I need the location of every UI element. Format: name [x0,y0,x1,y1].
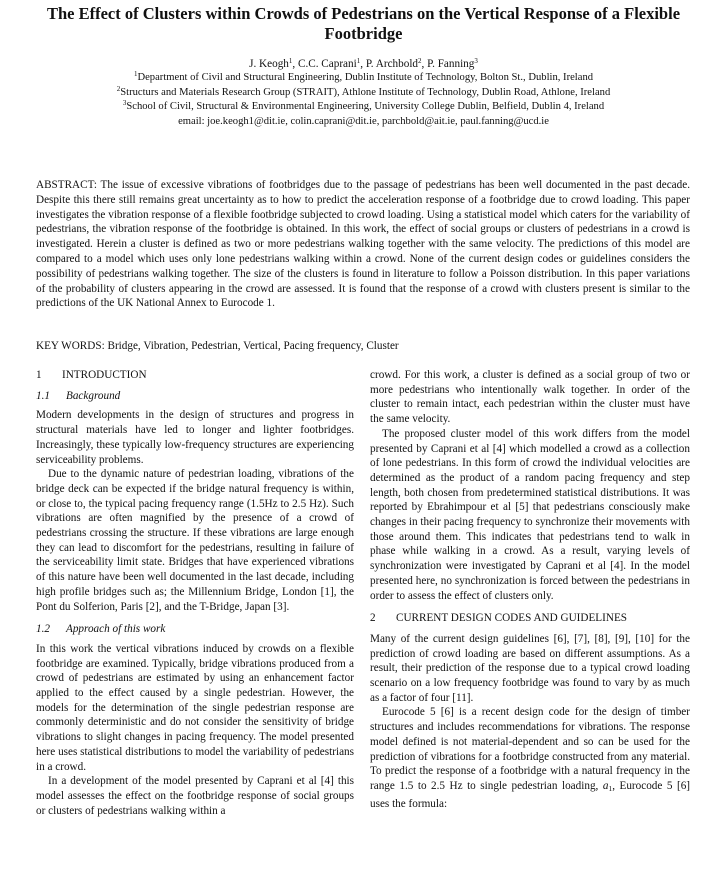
paragraph: In this work the vertical vibrations induced by crowds on a flexible footbridge are examined. Typically, bridge vibrations produced from a crowd of pedestrians are estimated by using an enhancement factor applied to the effect caused by a single pedestrian. However, the models for the determination of the single pedestrian response are commonly deterministic and do not consider the sensitivity of bridge vibrations to slight changes in pacing frequency. The model presented here uses statistical distributions to model the variability of pedestrians in a crowd. [36,642,354,773]
section-heading: 2 CURRENT DESIGN CODES AND GUIDELINES [370,612,628,625]
paragraph: crowd. For this work, a cluster is defined as a social group of two or more pedestrians who intentionally walk together. In order of the cluster to remain intact, each pedestrian within the cluster must have the same velocity. [370,369,690,426]
keywords: KEY WORDS: Bridge, Vibration, Pedestrian, Vertical, Pacing frequency, Cluster [36,340,399,352]
left-column [36,368,354,818]
affiliation: $^1$Department of Civil and Structural Engineering, Dublin Institute of Technology, Bolton St., Dublin, Ireland [133,70,594,83]
affiliations [40,71,687,129]
paragraph: Due to the dynamic nature of pedestrian loading, vibrations of the bridge deck can be expected if the bridge natural frequency is within, or close to, the typical pacing frequency range (1.5Hz to 2.5 Hz). Such vibrations are often magnified by the presence of a crowd of pedestrians crossing the structure. If these vibrations are large enough they can lead to discomfort for the pedestrians, resulting in failure of the serviceability limit state. Bridges that have experienced vibrations of this nature have been well documented in the last decade, including high profile bridges such as; the Millennium Bridge, London [1], the Pont du Solferion, Paris [2], and the T-Bridge, Japan [3]. [36,468,354,613]
author-emails: email: joe.keogh1@dit.ie, colin.caprani@dit.ie, parchbold@ait.ie, paul.fanning@ucd.ie [178,115,549,127]
subsection-heading: 1.1 Background [36,389,121,402]
right-column [370,368,690,811]
abstract: ABSTRACT: The issue of excessive vibrations of footbridges due to the passage of pedestrians has been well documented in the past decade. Despite this there still remains great uncertainty as to how to predict the acceleration response of a footbridge due to crowd loading. This paper investigates the vibration response of a flexible footbridge subjected to crowd loading. Using a statistical model which caters for the variability of pedestrians, the vibration response of the footbridge is obtained. In this work, the effect of social groups or clusters of pedestrians in a crowd is investigated. Herein a cluster is defined as two or more pedestrians walking together with the same velocity. The predictions of this model are compared to a model which uses only lone pedestrians walking within a crowd. None of the current design codes or guidelines considers the possibility of pedestrians walking together. The size of the clusters is found in literature to follow a Poisson distribution. In this paper variations of the probability of clusters appearing in the crowd are assessed. It is found that the response of a crowd with clusters present is similar to the predictions of the UK National Annex to Eurocode 1. [36,179,690,310]
subsection-heading: 1.2 Approach of this work [36,623,166,636]
paragraph: The proposed cluster model of this work differs from the model presented by Caprani et al [4] which modelled a crowd as a collection of lone pedestrians. In this form of crowd the individual velocities are determined as the product of a random pacing frequency and step length, both chosen from predetermined statistical distributions. It was reported by Ebrahimpour et al [5] that pedestrians consciously make changes in their pacing frequency to synchronize their movements with those around them. This indicates that pedestrians tend to walk in phase while walking in a crowd. As a result, varying levels of synchronization were investigated by Caprani et al [4]. In the model presented here, no synchronization is forced between the pedestrians in order to assess the effect of clusters only. [370,427,690,602]
paragraph: In a development of the model presented by Caprani et al [4] this model assesses the effect on the footbridge response of social groups or clusters of pedestrians walking within a [36,775,354,817]
section-heading: 1 INTRODUCTION [36,369,147,381]
author: J. Keogh$^1$ [249,57,293,70]
paragraph: Eurocode 5 [6] is a recent design code for the design of timber structures and includes recommendations for vibrations. The response model defined is not material-dependent and so can be used for the prediction of vibrations for a footbridge constructed from any material. To predict the response of a footbridge with a natural frequency in the range 1.5 to 2.5 Hz to single pedestrian loading, $a_1$, Eurocode 5 [6] uses the formula: [370,706,691,810]
paragraph: Modern developments in the design of structures and progress in structural materials have led to longer and lighter footbridges. Increasingly, these typically low-frequency structures are experiencing serviceability problems. [36,409,354,466]
paper-title: The Effect of Clusters within Crowds of Pedestrians on the Vertical Response of a Flexible Footbridge [46,4,681,43]
author: P. Fanning$^3$ [427,57,478,70]
author: C.C. Caprani$^1$ [297,57,361,70]
affiliation: $^3$School of Civil, Structural & Environmental Engineering, University College Dublin, Belfield, Dublin 4, Ireland [122,99,605,113]
paragraph: Many of the current design guidelines [6], [7], [8], [9], [10] for the prediction of crowd loading are based on different assumptions. As a result, their prediction of the response due to a typical crowd loading scenario on a low frequency footbridge was found to vary by as much as a factor of four [11]. [370,632,690,704]
affiliation: $^2$Structurs and Materials Research Group (STRAIT), Athlone Institute of Technology, Dublin Road, Athlone, Ireland [116,84,611,98]
author: P. Archbold$^2$ [365,57,422,70]
author-list: J. Keogh$^1$, C.C. Caprani$^1$, P. Archbold$^2$, P. Fanning$^3$ [249,57,478,70]
